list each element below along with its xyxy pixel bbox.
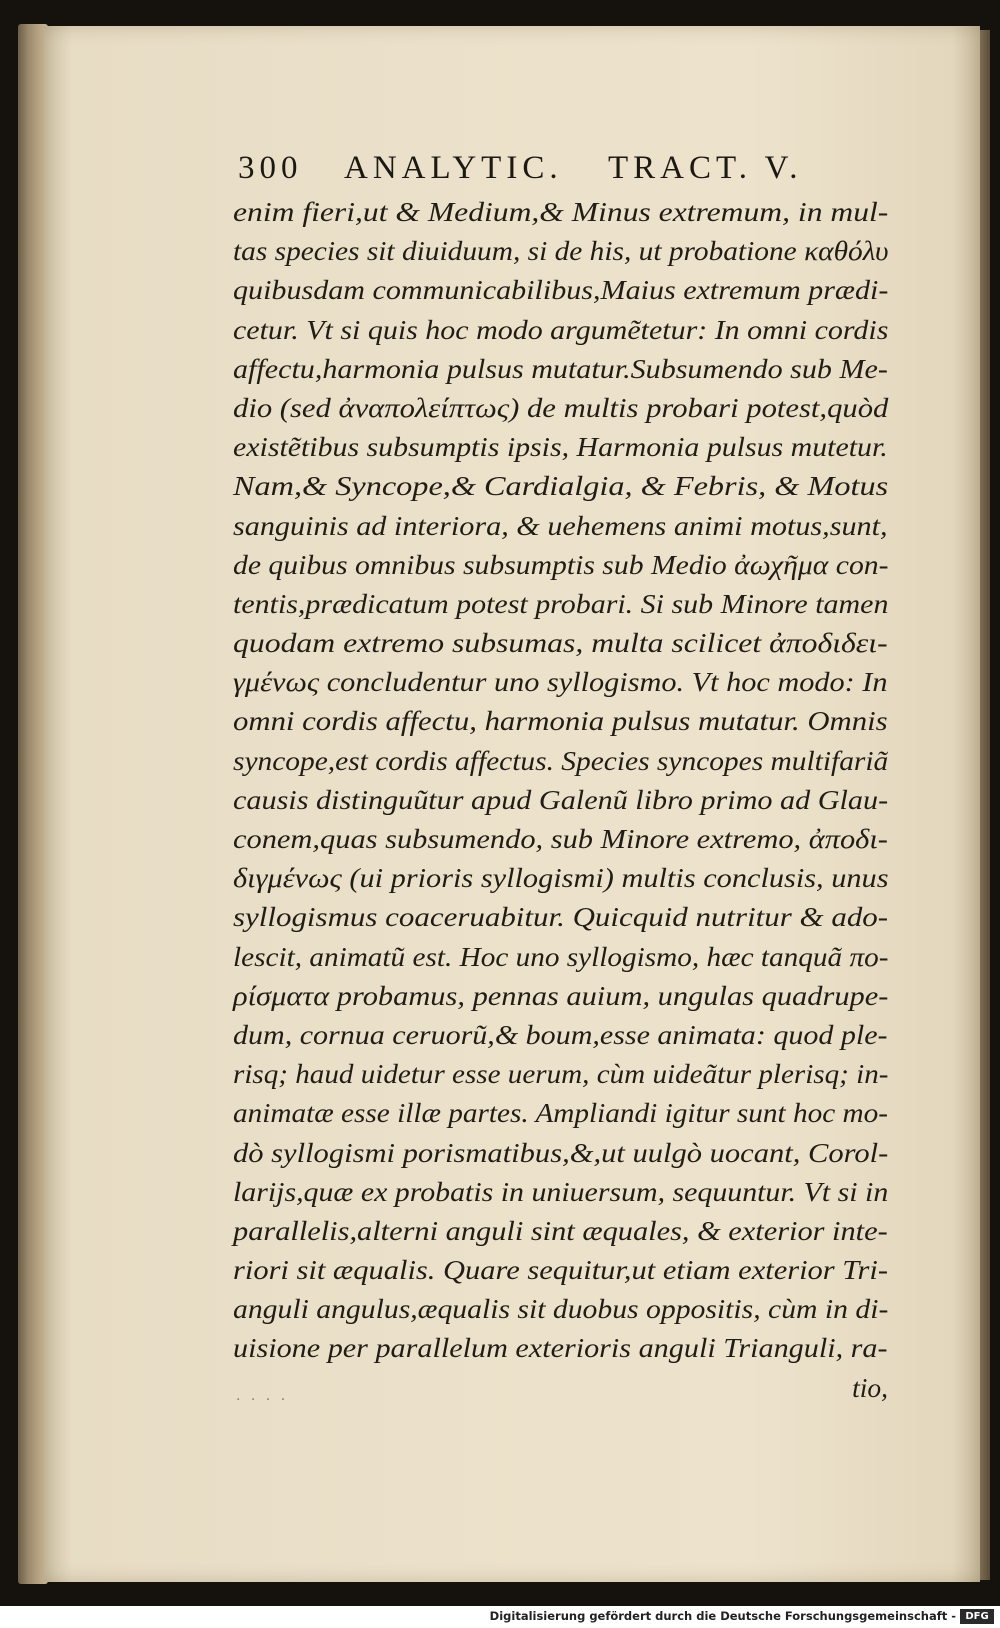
text-line: dio (sed ἀναπολείπτως) de multis probari potest,quòd [233,391,889,423]
text-line: Nam,& Syncope,& Cardialgia, & Febris, & Motus [233,470,889,502]
text-line: parallelis,alterni anguli sint æquales, & exterior inte- [233,1214,888,1246]
text-line: affectu,harmonia pulsus mutatur.Subsumendo sub Me- [233,352,888,384]
text-line: conem,quas subsumendo, sub Minore extremo, ἀποδι- [233,823,888,854]
body-text [233,192,933,1407]
text-line: cetur. Vt si quis hoc modo argumẽtetur: In omni cordis [233,313,889,345]
text-line: de quibus omnibus subsumptis sub Medio ἀωχῆμα con- [233,548,889,580]
text-line: animatæ esse illæ partes. Ampliandi igitur sunt hoc mo- [233,1097,888,1129]
text-line: quibusdam communicabilibus,Maius extremum prædi- [233,274,889,306]
running-head [238,150,928,194]
text-line: tas species sit diuiduum, si de his, ut probatione καθόλυ [233,235,889,267]
running-title-right: TRACT. V. [608,150,803,186]
text-line: anguli angulus,æqualis sit duobus oppositis, cùm in di- [233,1293,889,1325]
page-number: 300 [238,150,303,186]
text-line: γμένως concludentur uno syllogismo. Vt hoc modo: In [233,666,888,698]
footer-bar [0,1606,1000,1628]
funding-notice: Digitalisierung gefördert durch die Deutsche Forschungsgemeinschaft - [489,1609,956,1623]
text-line: larijs,quæ ex probatis in uniuersum, sequuntur. Vt si in [233,1175,889,1207]
text-line: ρίσματα probamus, pennas auium, ungulas quadrupe- [233,979,889,1011]
text-line: omni cordis affectu, harmonia pulsus mutatur. Omnis [233,705,888,737]
text-line: lescit, animatũ est. Hoc uno syllogismo, hæc tanquã πο- [233,940,889,972]
text-line: διγμένως (ui prioris syllogismi) multis conclusis, unus [233,862,889,894]
catchword: tio, [852,1371,888,1403]
running-title-left: ANALYTIC. [344,150,563,186]
ink-specks: · · · · [236,1392,289,1408]
text-line: riori sit æqualis. Quare sequitur,ut etiam exterior Tri- [233,1254,889,1286]
text-line: sanguinis ad interiora, & uehemens animi motus,sunt, [233,509,888,541]
text-line: causis distinguũtur apud Galenũ libro primo ad Glau- [233,783,889,815]
text-line: dum, cornua ceruorũ,& boum,esse animata: quod ple- [233,1018,888,1050]
dfg-logo: DFG [960,1609,994,1624]
text-line: risq; haud uidetur esse uerum, cùm uideãtur plerisq; in- [233,1058,889,1090]
text-line: existẽtibus subsumptis ipsis, Harmonia pulsus mutetur. [233,431,888,463]
text-line: syncope,est cordis affectus. Species syncopes multifariã [233,744,889,776]
text-line: dò syllogismi porismatibus,&,ut uulgò uocant, Corol- [233,1136,889,1168]
text-line: tentis,prædicatum potest probari. Si sub Minore tamen [233,587,889,619]
text-line: uisione per parallelum exterioris anguli Trianguli, ra- [233,1332,888,1364]
text-line: enim fieri,ut & Medium,& Minus extremum, in mul- [233,196,889,227]
text-line: syllogismus coaceruabitur. Quicquid nutritur & ado- [233,901,889,933]
text-line: quodam extremo subsumas, multa scilicet ἀποδιδει- [233,627,888,659]
